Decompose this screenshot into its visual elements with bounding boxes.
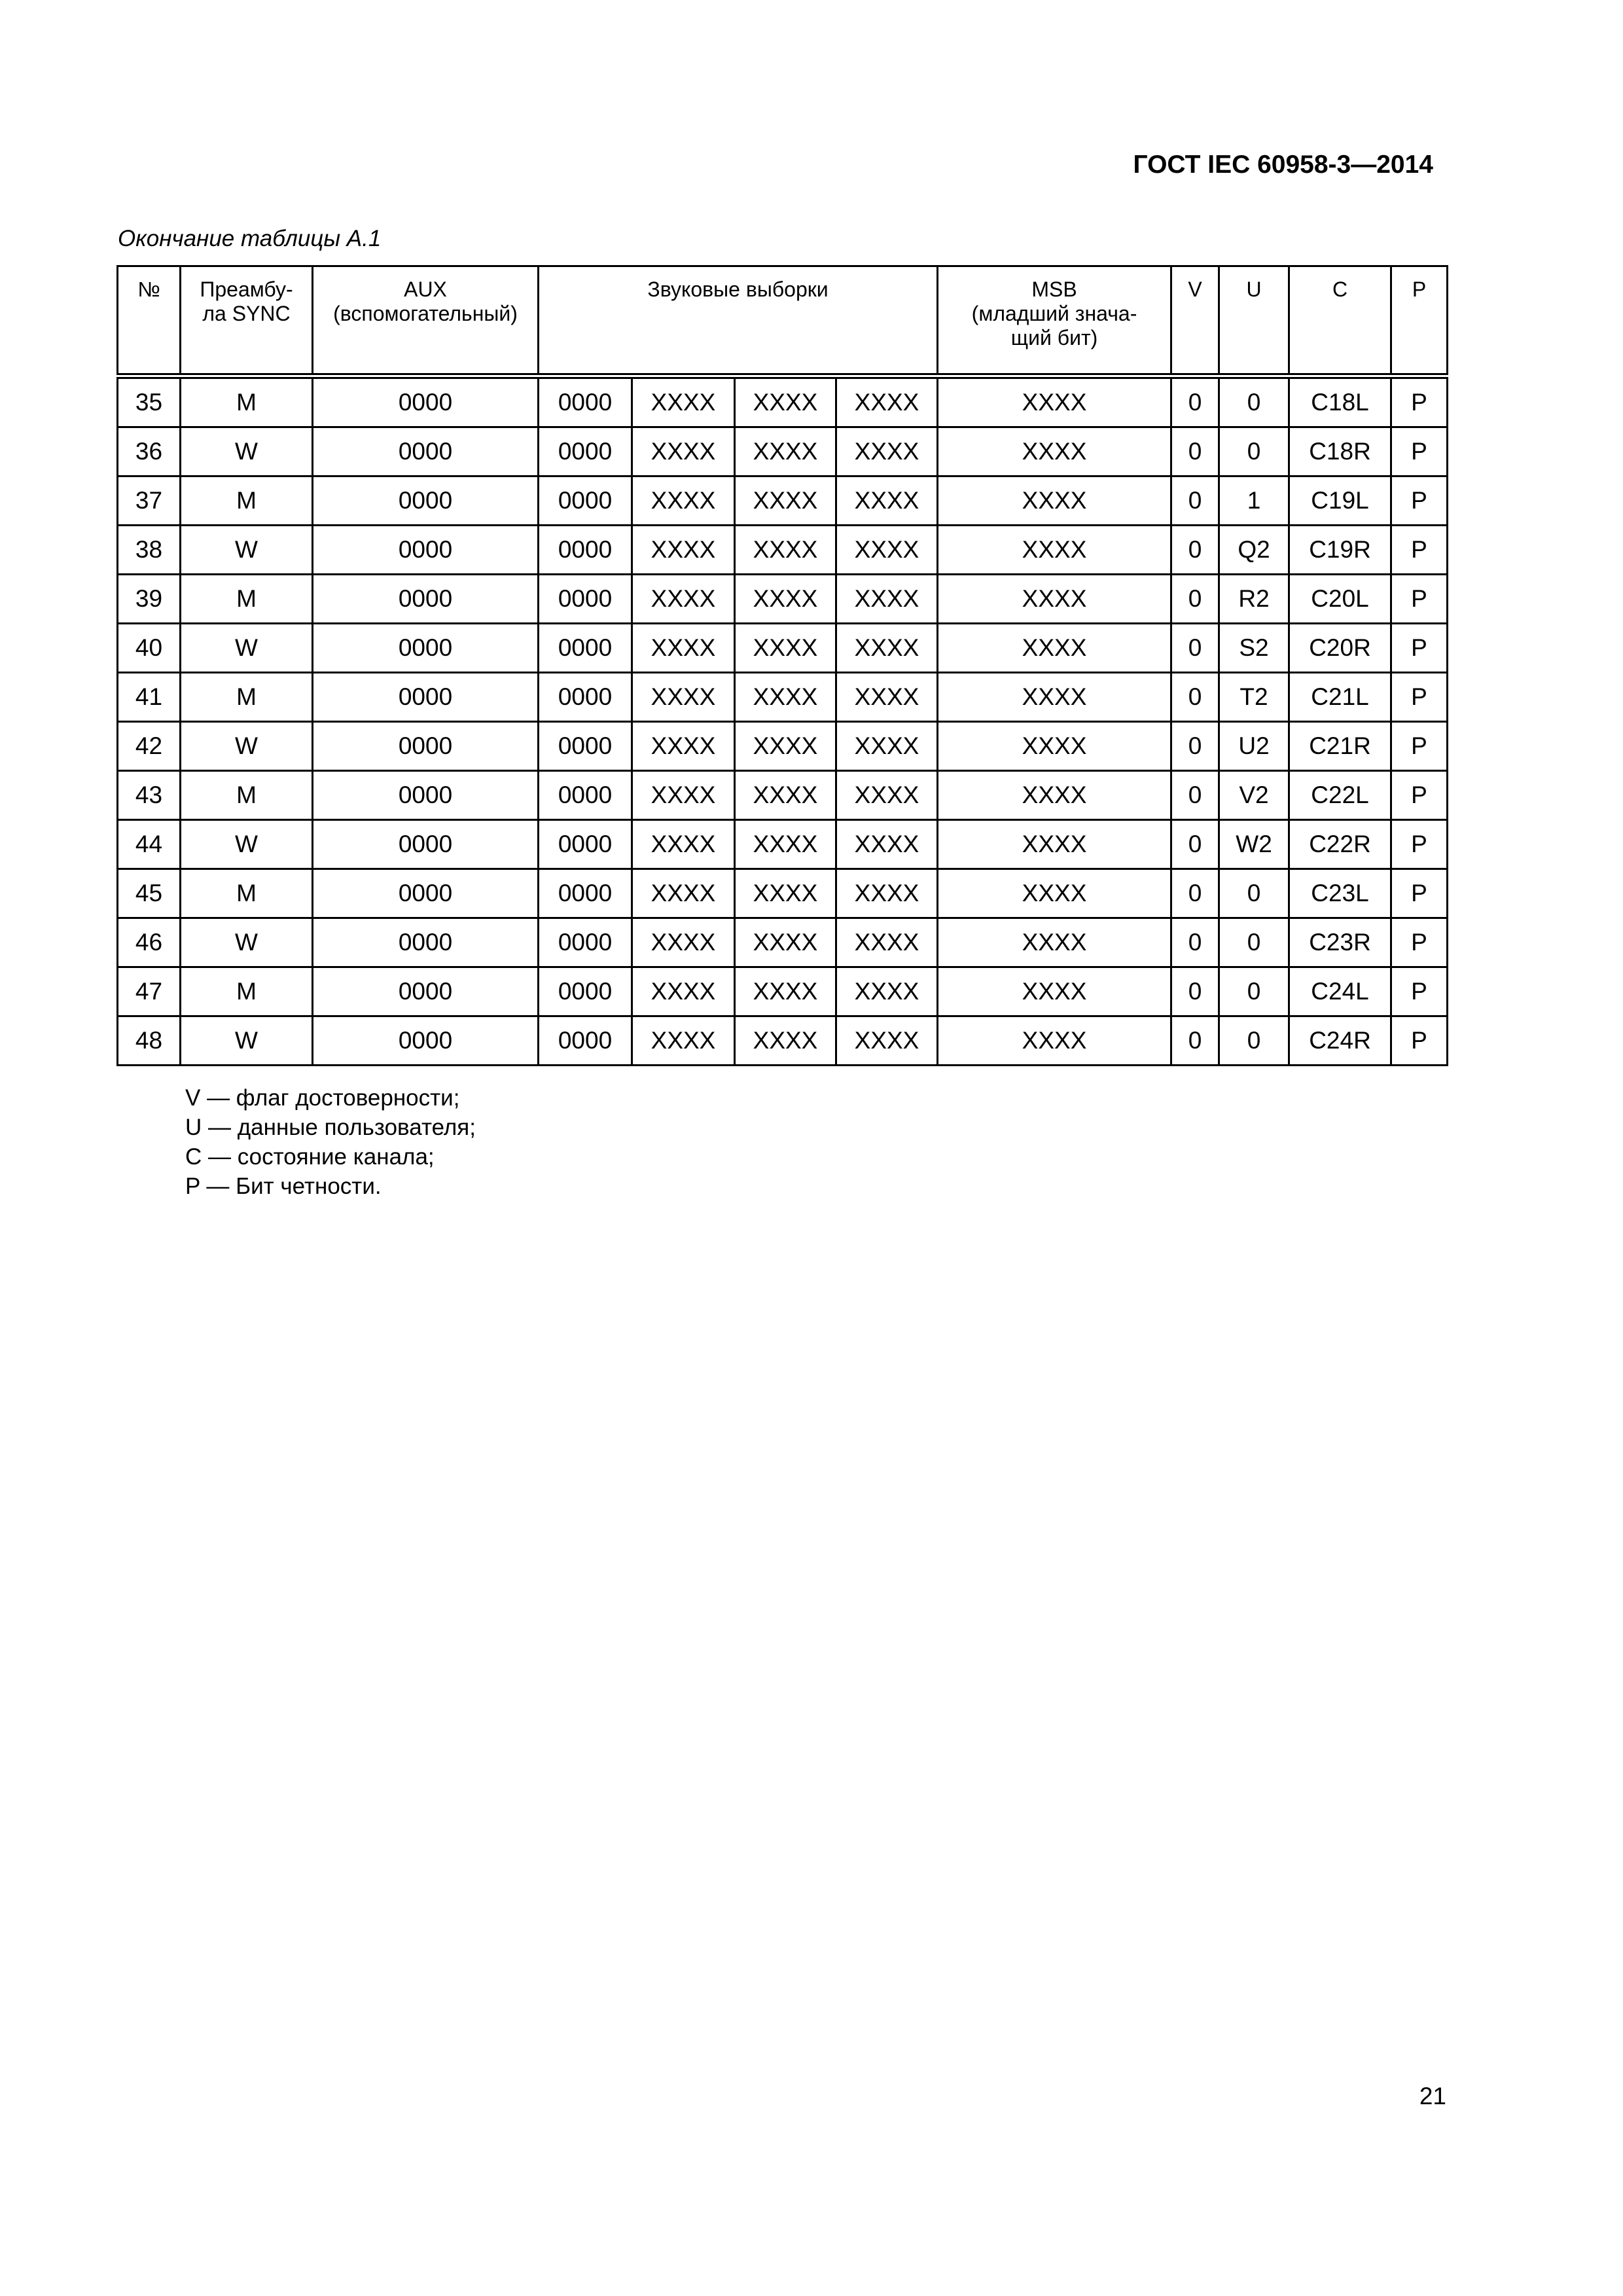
cell-sync: M bbox=[181, 771, 313, 820]
legend bbox=[185, 1083, 476, 1201]
cell-no: 37 bbox=[118, 476, 181, 526]
cell-v: 0 bbox=[1171, 820, 1219, 869]
cell-msb: XXXX bbox=[938, 673, 1171, 722]
cell-v: 0 bbox=[1171, 476, 1219, 526]
cell-s2: XXXX bbox=[632, 820, 735, 869]
cell-p: P bbox=[1391, 771, 1448, 820]
cell-u: 0 bbox=[1219, 918, 1289, 967]
header-u-text: U bbox=[1246, 278, 1262, 301]
cell-s2: XXXX bbox=[632, 376, 735, 427]
table-row bbox=[118, 918, 1448, 967]
cell-s4: XXXX bbox=[836, 427, 938, 476]
cell-s1: 0000 bbox=[539, 869, 632, 918]
cell-s4: XXXX bbox=[836, 967, 938, 1016]
cell-s3: XXXX bbox=[735, 722, 836, 771]
cell-msb: XXXX bbox=[938, 476, 1171, 526]
cell-aux: 0000 bbox=[313, 722, 539, 771]
cell-s3: XXXX bbox=[735, 526, 836, 575]
cell-u: U2 bbox=[1219, 722, 1289, 771]
cell-s2: XXXX bbox=[632, 967, 735, 1016]
cell-s1: 0000 bbox=[539, 526, 632, 575]
cell-v: 0 bbox=[1171, 722, 1219, 771]
header-v-text: V bbox=[1188, 278, 1202, 301]
header-sync bbox=[181, 266, 313, 376]
cell-p: P bbox=[1391, 575, 1448, 624]
table-row bbox=[118, 673, 1448, 722]
cell-p: P bbox=[1391, 869, 1448, 918]
cell-c: C22L bbox=[1289, 771, 1391, 820]
cell-p: P bbox=[1391, 427, 1448, 476]
table-row bbox=[118, 624, 1448, 673]
header-samples-text: Звуковые выборки bbox=[647, 278, 829, 301]
cell-msb: XXXX bbox=[938, 427, 1171, 476]
data-table bbox=[116, 265, 1448, 1066]
cell-c: C23R bbox=[1289, 918, 1391, 967]
cell-sync: W bbox=[181, 526, 313, 575]
header-aux-text: AUX (вспомогательный) bbox=[333, 278, 518, 325]
cell-aux: 0000 bbox=[313, 575, 539, 624]
header-p-text: P bbox=[1412, 278, 1427, 301]
header-c bbox=[1289, 266, 1391, 376]
cell-u: 0 bbox=[1219, 376, 1289, 427]
cell-msb: XXXX bbox=[938, 722, 1171, 771]
cell-p: P bbox=[1391, 476, 1448, 526]
cell-no: 35 bbox=[118, 376, 181, 427]
cell-s4: XXXX bbox=[836, 575, 938, 624]
cell-p: P bbox=[1391, 967, 1448, 1016]
cell-no: 41 bbox=[118, 673, 181, 722]
cell-msb: XXXX bbox=[938, 575, 1171, 624]
cell-s3: XXXX bbox=[735, 624, 836, 673]
cell-sync: W bbox=[181, 918, 313, 967]
cell-aux: 0000 bbox=[313, 967, 539, 1016]
cell-c: C21R bbox=[1289, 722, 1391, 771]
cell-s4: XXXX bbox=[836, 376, 938, 427]
cell-s4: XXXX bbox=[836, 771, 938, 820]
cell-aux: 0000 bbox=[313, 476, 539, 526]
table-caption: Окончание таблицы А.1 bbox=[118, 226, 382, 251]
cell-u: W2 bbox=[1219, 820, 1289, 869]
cell-s2: XXXX bbox=[632, 771, 735, 820]
cell-sync: W bbox=[181, 1016, 313, 1066]
cell-p: P bbox=[1391, 624, 1448, 673]
cell-v: 0 bbox=[1171, 918, 1219, 967]
table-row bbox=[118, 427, 1448, 476]
header-sync-text: Преамбу- ла SYNC bbox=[200, 278, 293, 325]
cell-p: P bbox=[1391, 1016, 1448, 1066]
cell-u: S2 bbox=[1219, 624, 1289, 673]
cell-msb: XXXX bbox=[938, 869, 1171, 918]
cell-s3: XXXX bbox=[735, 376, 836, 427]
cell-s2: XXXX bbox=[632, 673, 735, 722]
cell-s4: XXXX bbox=[836, 722, 938, 771]
header-c-text: C bbox=[1332, 278, 1348, 301]
cell-s3: XXXX bbox=[735, 673, 836, 722]
cell-s3: XXXX bbox=[735, 918, 836, 967]
cell-s3: XXXX bbox=[735, 427, 836, 476]
cell-no: 42 bbox=[118, 722, 181, 771]
cell-p: P bbox=[1391, 918, 1448, 967]
cell-c: C20L bbox=[1289, 575, 1391, 624]
table-body bbox=[118, 376, 1448, 1066]
document-code: ГОСТ IEC 60958-3—2014 bbox=[1133, 151, 1433, 179]
header-aux bbox=[313, 266, 539, 376]
cell-no: 38 bbox=[118, 526, 181, 575]
cell-aux: 0000 bbox=[313, 624, 539, 673]
cell-msb: XXXX bbox=[938, 376, 1171, 427]
cell-msb: XXXX bbox=[938, 624, 1171, 673]
legend-item-v: V — флаг достоверности; bbox=[185, 1085, 460, 1111]
header-no bbox=[118, 266, 181, 376]
cell-sync: W bbox=[181, 624, 313, 673]
cell-sync: M bbox=[181, 967, 313, 1016]
cell-s2: XXXX bbox=[632, 624, 735, 673]
cell-s1: 0000 bbox=[539, 476, 632, 526]
table-row bbox=[118, 376, 1448, 427]
cell-v: 0 bbox=[1171, 376, 1219, 427]
cell-s2: XXXX bbox=[632, 476, 735, 526]
legend-item-p: P — Бит четности. bbox=[185, 1174, 382, 1199]
cell-no: 44 bbox=[118, 820, 181, 869]
header-samples bbox=[539, 266, 938, 376]
cell-p: P bbox=[1391, 722, 1448, 771]
cell-c: C22R bbox=[1289, 820, 1391, 869]
cell-no: 40 bbox=[118, 624, 181, 673]
cell-c: C20R bbox=[1289, 624, 1391, 673]
table-row bbox=[118, 771, 1448, 820]
cell-no: 43 bbox=[118, 771, 181, 820]
cell-aux: 0000 bbox=[313, 427, 539, 476]
cell-s4: XXXX bbox=[836, 869, 938, 918]
cell-s1: 0000 bbox=[539, 427, 632, 476]
cell-sync: M bbox=[181, 476, 313, 526]
cell-v: 0 bbox=[1171, 673, 1219, 722]
table-row bbox=[118, 1016, 1448, 1066]
header-u bbox=[1219, 266, 1289, 376]
cell-msb: XXXX bbox=[938, 1016, 1171, 1066]
table-row bbox=[118, 967, 1448, 1016]
cell-s4: XXXX bbox=[836, 526, 938, 575]
cell-s1: 0000 bbox=[539, 1016, 632, 1066]
cell-u: R2 bbox=[1219, 575, 1289, 624]
cell-msb: XXXX bbox=[938, 771, 1171, 820]
cell-s3: XXXX bbox=[735, 476, 836, 526]
cell-s2: XXXX bbox=[632, 1016, 735, 1066]
cell-u: 0 bbox=[1219, 427, 1289, 476]
cell-sync: W bbox=[181, 427, 313, 476]
cell-aux: 0000 bbox=[313, 376, 539, 427]
cell-v: 0 bbox=[1171, 771, 1219, 820]
cell-s1: 0000 bbox=[539, 376, 632, 427]
legend-item-u: U — данные пользователя; bbox=[185, 1115, 476, 1140]
cell-s1: 0000 bbox=[539, 673, 632, 722]
cell-s3: XXXX bbox=[735, 771, 836, 820]
cell-u: 0 bbox=[1219, 869, 1289, 918]
cell-c: C24L bbox=[1289, 967, 1391, 1016]
cell-msb: XXXX bbox=[938, 918, 1171, 967]
cell-msb: XXXX bbox=[938, 967, 1171, 1016]
cell-aux: 0000 bbox=[313, 869, 539, 918]
cell-s4: XXXX bbox=[836, 1016, 938, 1066]
cell-s1: 0000 bbox=[539, 771, 632, 820]
cell-s1: 0000 bbox=[539, 722, 632, 771]
cell-no: 46 bbox=[118, 918, 181, 967]
cell-no: 45 bbox=[118, 869, 181, 918]
cell-v: 0 bbox=[1171, 575, 1219, 624]
cell-s2: XXXX bbox=[632, 575, 735, 624]
cell-c: C21L bbox=[1289, 673, 1391, 722]
cell-aux: 0000 bbox=[313, 771, 539, 820]
cell-s1: 0000 bbox=[539, 820, 632, 869]
cell-p: P bbox=[1391, 526, 1448, 575]
cell-v: 0 bbox=[1171, 427, 1219, 476]
cell-s4: XXXX bbox=[836, 476, 938, 526]
header-msb bbox=[938, 266, 1171, 376]
cell-aux: 0000 bbox=[313, 1016, 539, 1066]
cell-msb: XXXX bbox=[938, 820, 1171, 869]
cell-sync: W bbox=[181, 820, 313, 869]
cell-sync: W bbox=[181, 722, 313, 771]
legend-item-c: C — состояние канала; bbox=[185, 1144, 435, 1170]
cell-sync: M bbox=[181, 376, 313, 427]
cell-u: 1 bbox=[1219, 476, 1289, 526]
cell-c: C19R bbox=[1289, 526, 1391, 575]
cell-s3: XXXX bbox=[735, 820, 836, 869]
cell-sync: M bbox=[181, 869, 313, 918]
cell-s3: XXXX bbox=[735, 575, 836, 624]
cell-s3: XXXX bbox=[735, 869, 836, 918]
table-row bbox=[118, 820, 1448, 869]
cell-s2: XXXX bbox=[632, 722, 735, 771]
header-no-text: № bbox=[137, 278, 160, 301]
cell-v: 0 bbox=[1171, 869, 1219, 918]
table-row bbox=[118, 869, 1448, 918]
cell-u: 0 bbox=[1219, 1016, 1289, 1066]
cell-s2: XXXX bbox=[632, 918, 735, 967]
cell-s4: XXXX bbox=[836, 624, 938, 673]
cell-u: Q2 bbox=[1219, 526, 1289, 575]
cell-s1: 0000 bbox=[539, 575, 632, 624]
cell-no: 36 bbox=[118, 427, 181, 476]
cell-p: P bbox=[1391, 673, 1448, 722]
cell-p: P bbox=[1391, 820, 1448, 869]
cell-c: C18R bbox=[1289, 427, 1391, 476]
cell-v: 0 bbox=[1171, 624, 1219, 673]
cell-aux: 0000 bbox=[313, 820, 539, 869]
cell-u: V2 bbox=[1219, 771, 1289, 820]
table-row bbox=[118, 575, 1448, 624]
cell-sync: M bbox=[181, 575, 313, 624]
table-row bbox=[118, 526, 1448, 575]
cell-s1: 0000 bbox=[539, 624, 632, 673]
cell-v: 0 bbox=[1171, 1016, 1219, 1066]
cell-no: 39 bbox=[118, 575, 181, 624]
header-v bbox=[1171, 266, 1219, 376]
header-p bbox=[1391, 266, 1448, 376]
cell-s4: XXXX bbox=[836, 820, 938, 869]
cell-s4: XXXX bbox=[836, 918, 938, 967]
header-msb-text: MSB (младший знача- щий бит) bbox=[971, 278, 1137, 350]
cell-c: C24R bbox=[1289, 1016, 1391, 1066]
cell-no: 48 bbox=[118, 1016, 181, 1066]
cell-s1: 0000 bbox=[539, 918, 632, 967]
cell-s3: XXXX bbox=[735, 1016, 836, 1066]
page-number: 21 bbox=[1419, 2083, 1446, 2109]
cell-sync: M bbox=[181, 673, 313, 722]
cell-v: 0 bbox=[1171, 526, 1219, 575]
table-row bbox=[118, 722, 1448, 771]
cell-s4: XXXX bbox=[836, 673, 938, 722]
cell-s2: XXXX bbox=[632, 526, 735, 575]
cell-c: C18L bbox=[1289, 376, 1391, 427]
cell-aux: 0000 bbox=[313, 673, 539, 722]
cell-msb: XXXX bbox=[938, 526, 1171, 575]
cell-v: 0 bbox=[1171, 967, 1219, 1016]
cell-s1: 0000 bbox=[539, 967, 632, 1016]
cell-aux: 0000 bbox=[313, 526, 539, 575]
cell-c: C19L bbox=[1289, 476, 1391, 526]
cell-aux: 0000 bbox=[313, 918, 539, 967]
cell-c: C23L bbox=[1289, 869, 1391, 918]
cell-u: T2 bbox=[1219, 673, 1289, 722]
table-header-row bbox=[118, 266, 1448, 376]
table-row bbox=[118, 476, 1448, 526]
cell-s2: XXXX bbox=[632, 869, 735, 918]
cell-p: P bbox=[1391, 376, 1448, 427]
cell-s3: XXXX bbox=[735, 967, 836, 1016]
cell-u: 0 bbox=[1219, 967, 1289, 1016]
cell-s2: XXXX bbox=[632, 427, 735, 476]
cell-no: 47 bbox=[118, 967, 181, 1016]
